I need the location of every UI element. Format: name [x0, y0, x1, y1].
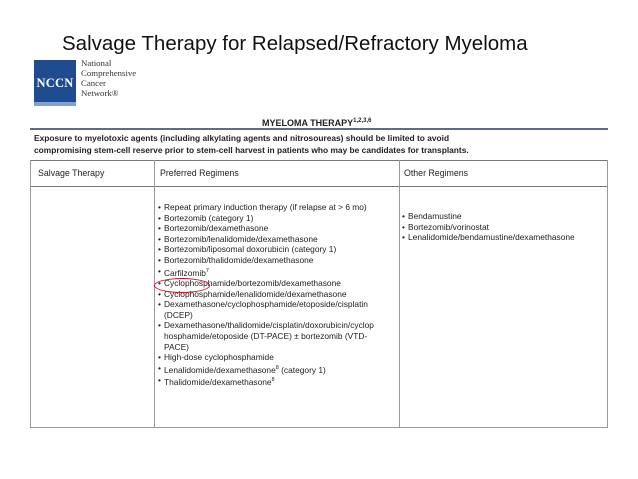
regimen-text: Bortezomib/liposomal doxorubicin (category 1) — [164, 244, 337, 255]
table-divider — [30, 160, 31, 428]
regimen-text: Lenalidomide/bendamustine/dexamethasone — [408, 232, 575, 243]
list-item — [402, 211, 575, 222]
list-item — [402, 232, 575, 243]
nccn-logo-mark: NCCN — [34, 60, 76, 106]
document-note — [34, 132, 469, 156]
document-heading-text: MYELOMA THERAPY — [262, 118, 354, 128]
regimen-qualifier: (category 1) — [278, 364, 326, 375]
table-divider — [399, 160, 400, 428]
list-item — [158, 255, 374, 266]
nccn-logo — [34, 58, 164, 110]
list-item — [158, 299, 374, 310]
regimen-text: (DCEP) — [164, 309, 193, 320]
regimen-text: Dexamethasone/thalidomide/cisplatin/doxorubicin/cyclop — [164, 320, 374, 331]
carfilzomib-highlight-circle — [154, 278, 210, 293]
list-item-continuation — [158, 331, 374, 342]
table-rule — [30, 427, 608, 428]
list-item — [158, 244, 374, 255]
regimen-text: Thalidomide/dexamethasone — [164, 376, 272, 387]
list-item — [158, 266, 374, 278]
regimen-text: Bortezomib/lenalidomide/dexamethasone — [164, 233, 318, 244]
table-rule — [30, 186, 608, 187]
list-item — [158, 234, 374, 245]
regimen-text: hosphamide/etoposide (DT-PACE) ± bortezomib (VTD- — [164, 330, 368, 341]
list-item — [158, 223, 374, 234]
regimen-text: Dexamethasone/cyclophosphamide/etoposide/cisplatin — [164, 299, 368, 310]
note-line: compromising stem-cell reserve prior to stem-cell harvest in patients who may be candidates for transplants. — [34, 145, 469, 155]
logo-line: National — [81, 58, 112, 68]
document-heading-refs: 1,2,3,6 — [353, 118, 372, 124]
slide-title: Salvage Therapy for Relapsed/Refractory Myeloma — [62, 32, 528, 55]
col-header-other-regimens: Other Regimens — [404, 168, 469, 178]
heading-rule — [30, 128, 608, 130]
list-item-continuation — [158, 342, 374, 353]
list-item — [158, 320, 374, 331]
list-item — [158, 202, 374, 213]
col-header-preferred-regimens: Preferred Regimens — [160, 168, 239, 178]
regimen-text: PACE) — [164, 341, 189, 352]
regimen-text: Bortezomib/dexamethasone — [164, 223, 269, 234]
list-item — [158, 213, 374, 224]
list-item — [158, 352, 374, 363]
regimen-text: Lenalidomide/dexamethasone — [164, 364, 276, 375]
regimen-text: Bortezomib/thalidomide/dexamethasone — [164, 254, 314, 265]
preferred-regimens-list — [158, 202, 374, 387]
table-divider — [154, 160, 155, 428]
logo-line: Network® — [81, 87, 119, 98]
regimen-text: Carfilzomib — [164, 267, 206, 278]
list-item — [158, 375, 374, 387]
footnote-ref: 8 — [271, 377, 275, 384]
document-heading — [262, 118, 372, 128]
regimen-text: Cyclophosphamide/lenalidomide/dexamethasone — [164, 288, 347, 299]
list-item-continuation — [158, 310, 374, 321]
table-rule — [30, 160, 608, 161]
regimen-text: Bortezomib (category 1) — [164, 212, 254, 223]
regimen-text: Cyclophosphamide/bortezomib/dexamethasone — [164, 277, 341, 288]
regimen-table — [30, 160, 608, 428]
nccn-logo-text — [81, 59, 136, 99]
regimen-text: Bendamustine — [408, 211, 462, 221]
list-item — [402, 222, 575, 233]
note-line: Exposure to myelotoxic agents (including alkylating agents and nitrosoureas) should be limited to avoid — [34, 133, 450, 143]
footnote-ref: 8 — [275, 364, 279, 371]
footnote-ref: 7 — [205, 267, 209, 274]
list-item — [158, 363, 374, 375]
regimen-text: Bortezomib/vorinostat — [408, 221, 489, 232]
regimen-text: Repeat primary induction therapy (if relapse at > 6 mo) — [164, 202, 367, 212]
other-regimens-list — [402, 211, 575, 243]
logo-line: Cancer — [81, 77, 106, 88]
col-header-salvage-therapy: Salvage Therapy — [38, 168, 105, 178]
regimen-text: High-dose cyclophosphamide — [164, 352, 274, 363]
logo-line: Comprehensive — [81, 67, 137, 78]
table-divider — [607, 160, 608, 428]
